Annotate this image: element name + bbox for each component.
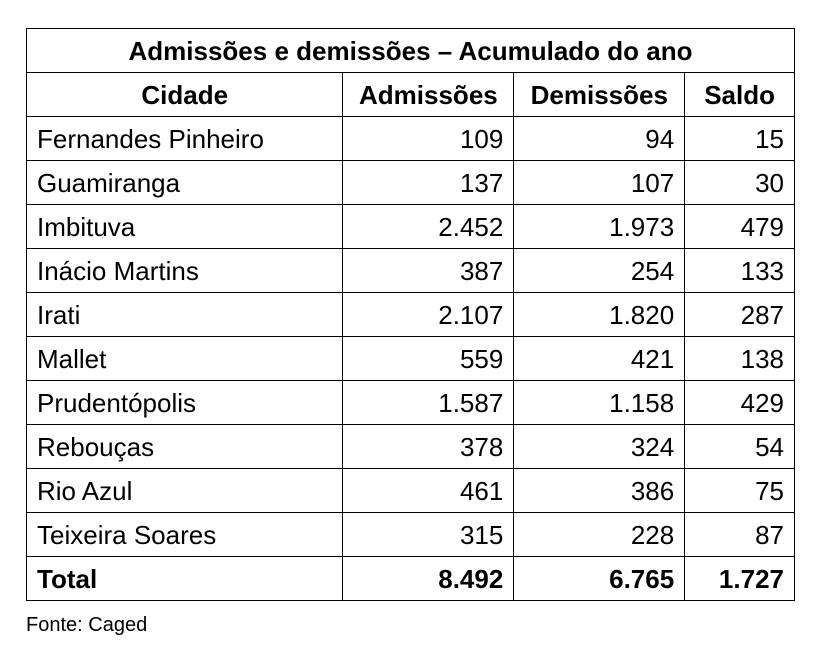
cell-city: Guamiranga xyxy=(27,161,343,205)
table-row xyxy=(27,161,795,205)
cell-saldo: 133 xyxy=(685,249,795,293)
cell-admissoes: 1.587 xyxy=(343,381,514,425)
table-row xyxy=(27,469,795,513)
table-total-row xyxy=(27,557,795,601)
header-cidade: Cidade xyxy=(27,73,343,117)
cell-saldo: 15 xyxy=(685,117,795,161)
table-header-row xyxy=(27,73,795,117)
table-title-row xyxy=(27,29,795,73)
cell-admissoes: 387 xyxy=(343,249,514,293)
cell-saldo: 54 xyxy=(685,425,795,469)
total-label: Total xyxy=(27,557,343,601)
header-saldo: Saldo xyxy=(685,73,795,117)
cell-saldo: 75 xyxy=(685,469,795,513)
cell-city: Rio Azul xyxy=(27,469,343,513)
data-table-container xyxy=(26,28,795,601)
table-row xyxy=(27,513,795,557)
cell-admissoes: 109 xyxy=(343,117,514,161)
table-row xyxy=(27,425,795,469)
cell-admissoes: 137 xyxy=(343,161,514,205)
cell-saldo: 287 xyxy=(685,293,795,337)
cell-demissoes: 324 xyxy=(514,425,685,469)
cell-city: Teixeira Soares xyxy=(27,513,343,557)
cell-city: Fernandes Pinheiro xyxy=(27,117,343,161)
table-row xyxy=(27,205,795,249)
table-row xyxy=(27,293,795,337)
total-saldo: 1.727 xyxy=(685,557,795,601)
cell-demissoes: 94 xyxy=(514,117,685,161)
cell-city: Inácio Martins xyxy=(27,249,343,293)
cell-admissoes: 2.452 xyxy=(343,205,514,249)
cell-city: Mallet xyxy=(27,337,343,381)
cell-city: Rebouças xyxy=(27,425,343,469)
cell-admissoes: 2.107 xyxy=(343,293,514,337)
header-demissoes: Demissões xyxy=(514,73,685,117)
table-row xyxy=(27,249,795,293)
cell-saldo: 479 xyxy=(685,205,795,249)
cell-saldo: 87 xyxy=(685,513,795,557)
cell-demissoes: 421 xyxy=(514,337,685,381)
cell-city: Irati xyxy=(27,293,343,337)
cell-demissoes: 254 xyxy=(514,249,685,293)
cell-saldo: 429 xyxy=(685,381,795,425)
source-note: Fonte: Caged xyxy=(26,614,148,636)
cell-admissoes: 559 xyxy=(343,337,514,381)
cell-demissoes: 228 xyxy=(514,513,685,557)
cell-city: Prudentópolis xyxy=(27,381,343,425)
table-row xyxy=(27,337,795,381)
cell-demissoes: 1.158 xyxy=(514,381,685,425)
total-admissoes: 8.492 xyxy=(343,557,514,601)
table-row xyxy=(27,381,795,425)
table-row xyxy=(27,117,795,161)
cell-saldo: 30 xyxy=(685,161,795,205)
cell-city: Imbituva xyxy=(27,205,343,249)
table-title: Admissões e demissões – Acumulado do ano xyxy=(27,29,795,73)
cell-saldo: 138 xyxy=(685,337,795,381)
cell-demissoes: 1.973 xyxy=(514,205,685,249)
total-demissoes: 6.765 xyxy=(514,557,685,601)
admissions-dismissals-table xyxy=(26,28,795,601)
cell-admissoes: 461 xyxy=(343,469,514,513)
cell-demissoes: 1.820 xyxy=(514,293,685,337)
cell-demissoes: 386 xyxy=(514,469,685,513)
header-admissoes: Admissões xyxy=(343,73,514,117)
cell-demissoes: 107 xyxy=(514,161,685,205)
cell-admissoes: 378 xyxy=(343,425,514,469)
cell-admissoes: 315 xyxy=(343,513,514,557)
